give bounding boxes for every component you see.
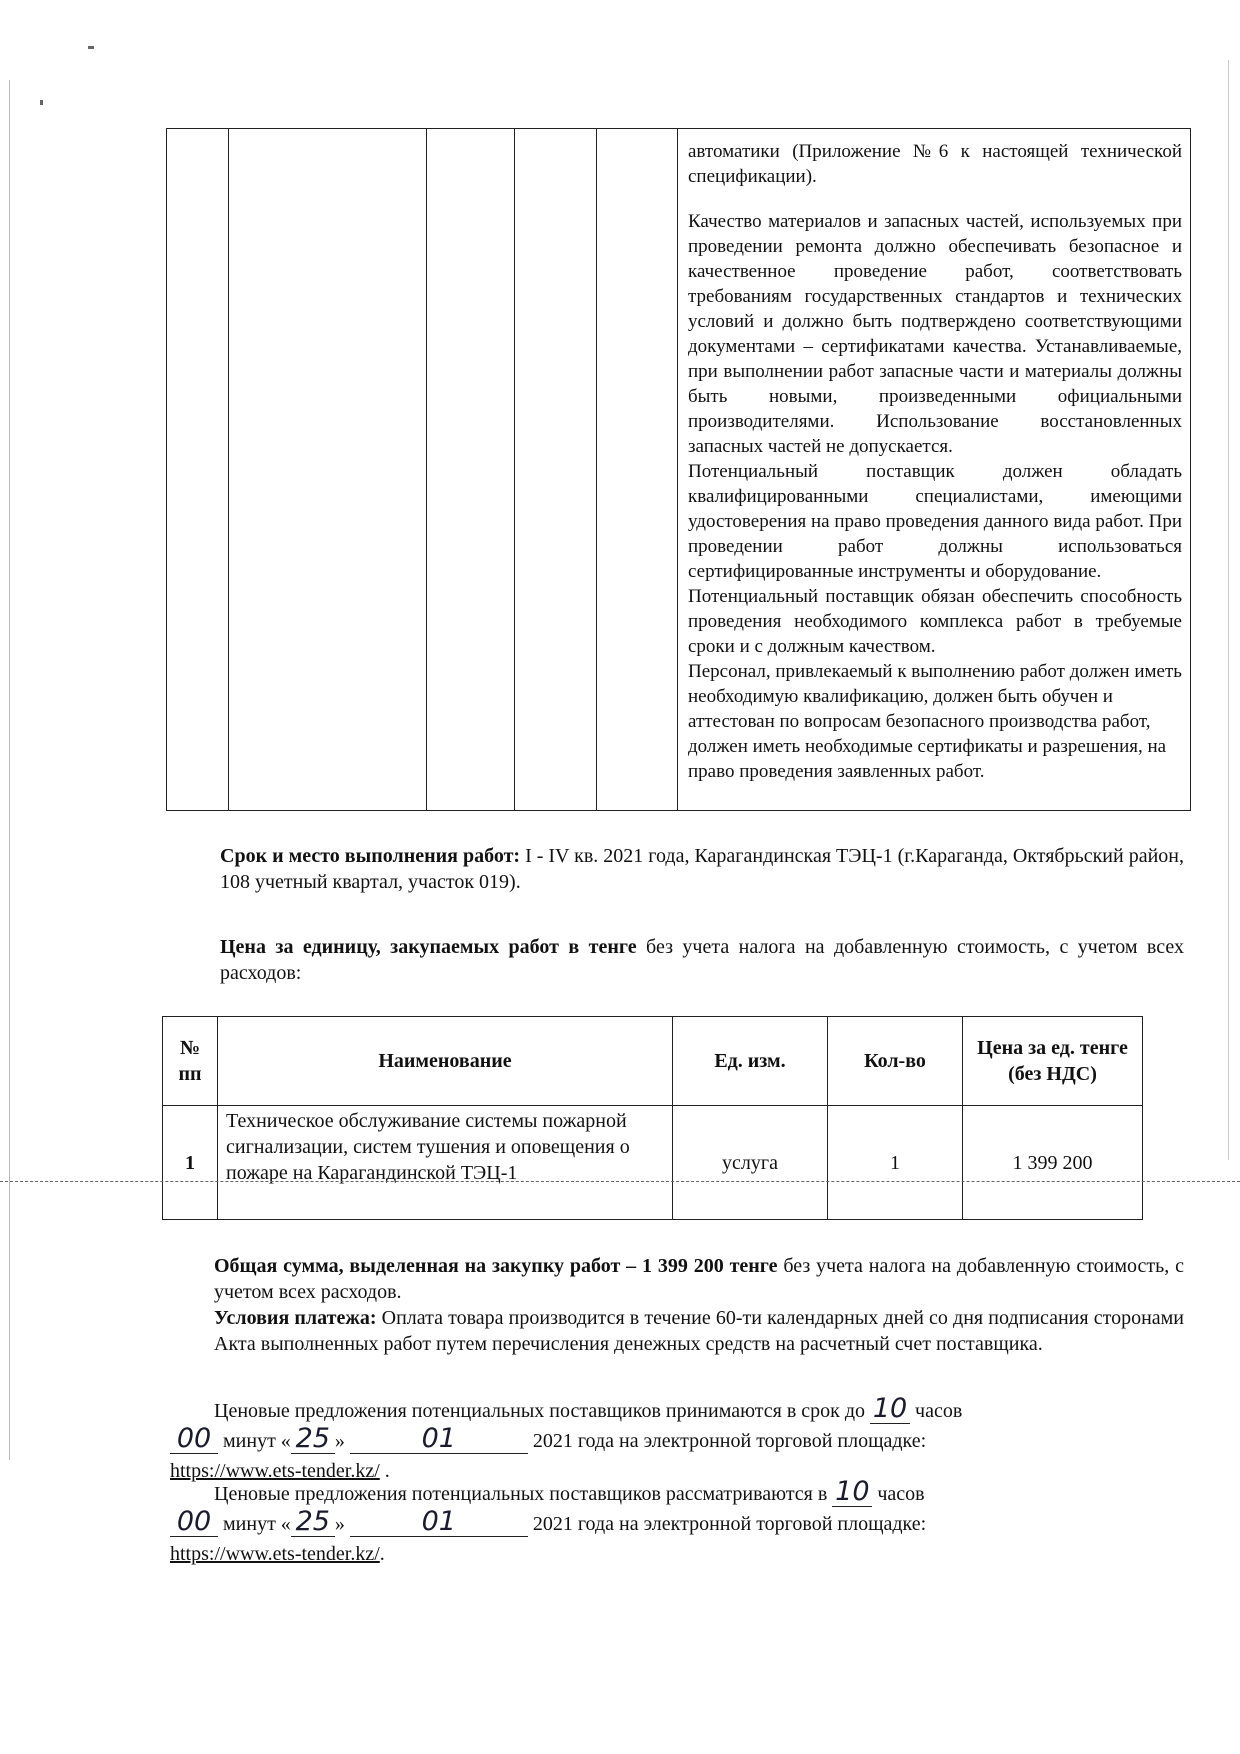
total-label: Общая сумма, выделенная на закупку работ – 1 399 200 тенге: [214, 1255, 778, 1277]
deadline-review-text: Ценовые предложения потенциальных поставщиков рассматриваются в: [214, 1483, 828, 1505]
header-num: № пп: [163, 1017, 218, 1106]
payment-label: Условия платежа:: [214, 1307, 377, 1329]
ets-tender-link[interactable]: https://www.ets-tender.kz/: [170, 1543, 380, 1565]
payment-text: Оплата товара производится в течение 60-ти календарных дней со дня подписания сторонами Акта выполненных работ путем перечисления денежных средств на расчетный счет поставщика.: [214, 1307, 1185, 1355]
empty-cell: [515, 129, 597, 811]
deadline-accept-paragraph: [170, 1393, 1184, 1486]
header-name: Наименование: [218, 1017, 673, 1106]
empty-cell: [597, 129, 678, 811]
row-unit: услуга: [673, 1106, 828, 1220]
sentence-end: .: [379, 1543, 385, 1565]
row-name: Техническое обслуживание системы пожарной сигнализации, систем тушения и оповещения о пожаре на Карагандинской ТЭЦ-1: [218, 1106, 673, 1220]
price-intro-paragraph: [176, 934, 1184, 986]
price-table: [162, 1016, 1143, 1220]
handwritten-hour: 10: [872, 1393, 908, 1424]
term-label: Срок и место выполнения работ:: [220, 845, 521, 867]
continued-spec-table: [166, 128, 1191, 811]
header-qty: Кол-во: [828, 1017, 963, 1106]
requirements-paragraph: автоматики (Приложение №6 к настоящей технической спецификации).: [688, 141, 1182, 187]
handwritten-day: 25: [295, 1506, 330, 1537]
handwritten-hour: 10: [835, 1476, 870, 1507]
handwritten-month: 01: [421, 1506, 456, 1537]
hours-word: часов: [915, 1400, 963, 1422]
requirements-paragraph: Потенциальный поставщик обязан обеспечить способность проведения необходимого комплекса работ в требуемые сроки и с должным качеством.: [688, 586, 1182, 657]
requirements-paragraph: Качество материалов и запасных частей, используемых при проведении ремонта должно обеспечивать безопасное и качественное проведение работ, соответствовать требованиям государственных стандартов и технических условий и должно быть подтверждено соответствующими документами – сертификатами качества. Устанавливаемые, при выполнении работ запасные части и материалы должны быть новыми, произведенными официальными производителями. Использование восстановленных запасных частей не допускается.: [688, 211, 1182, 457]
close-quote: »: [334, 1513, 345, 1535]
hours-word: часов: [877, 1483, 925, 1505]
table-row: [163, 1106, 1143, 1220]
sentence-end: .: [379, 1460, 390, 1482]
total-text: без учета налога на добавленную стоимость, с учетом всех расходов.: [214, 1255, 1184, 1303]
handwritten-month: 01: [421, 1423, 456, 1454]
empty-cell: [167, 129, 229, 811]
term-paragraph: [176, 843, 1184, 895]
year-text: 2021 года на электронной торговой площадке:: [532, 1513, 927, 1535]
deadline-review-paragraph: [170, 1476, 1184, 1569]
row-num: 1: [163, 1106, 218, 1220]
requirements-paragraph: Потенциальный поставщик должен обладать квалифицированными специалистами, имеющими удостоверения на право проведения данного вида работ. При проведении работ должны использоваться сертифицированные инструменты и оборудование.: [688, 461, 1182, 582]
handwritten-minutes: 00: [176, 1506, 212, 1537]
scan-fold-line: [0, 1181, 1240, 1182]
handwritten-minutes: 00: [176, 1423, 212, 1454]
year-text: 2021 года на электронной торговой площадке:: [532, 1430, 927, 1452]
scan-edge-line: [1228, 60, 1229, 1160]
row-qty: 1: [828, 1106, 963, 1220]
minutes-word: минут «: [223, 1430, 291, 1452]
handwritten-day: 25: [295, 1423, 330, 1454]
price-intro-text: без учета налога на добавленную стоимость, с учетом всех расходов:: [220, 936, 1184, 984]
total-paragraph: [170, 1253, 1184, 1305]
header-price: Цена за ед. тенге (без НДС): [963, 1017, 1143, 1106]
scan-speck: [88, 46, 94, 49]
empty-cell: [229, 129, 427, 811]
minutes-word: минут «: [223, 1513, 291, 1535]
header-unit: Ед. изм.: [673, 1017, 828, 1106]
scan-edge-line: [9, 80, 10, 1460]
requirements-cell: [678, 129, 1191, 811]
term-text: I - IV кв. 2021 года, Карагандинская ТЭЦ-1 (г.Караганда, Октябрьский район, 108 учетный квартал, участок 019).: [220, 845, 1185, 893]
requirements-paragraph: Персонал, привлекаемый к выполнению работ должен иметь необходимую квалификацию, должен быть обучен и аттестован по вопросам безопасного производства работ, должен иметь необходимые сертификаты и разрешения, на право проведения заявленных работ.: [688, 661, 1182, 782]
price-intro-label: Цена за единицу, закупаемых работ в тенге: [220, 936, 637, 958]
row-price: 1 399 200: [963, 1106, 1143, 1220]
ets-tender-link[interactable]: https://www.ets-tender.kz/: [170, 1460, 380, 1482]
scan-speck: [40, 100, 43, 105]
empty-cell: [427, 129, 515, 811]
close-quote: »: [334, 1430, 345, 1452]
deadline-accept-text: Ценовые предложения потенциальных поставщиков принимаются в срок до: [214, 1400, 866, 1422]
payment-paragraph: [170, 1305, 1184, 1357]
